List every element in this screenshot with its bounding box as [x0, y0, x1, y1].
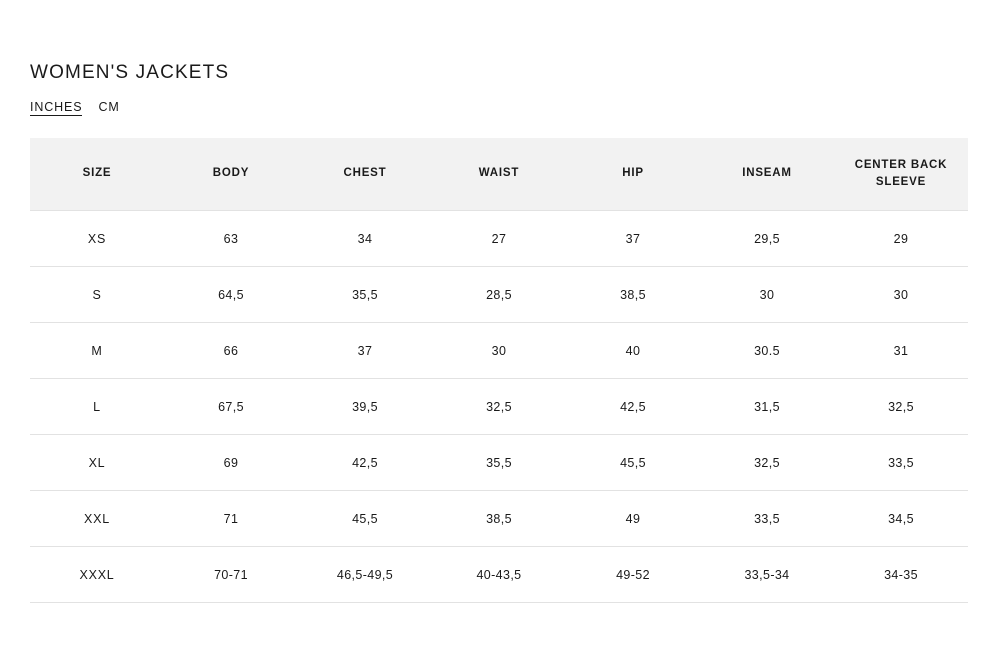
column-header-center-back-sleeve: CENTER BACK SLEEVE — [834, 138, 968, 211]
cell-center-back-sleeve: 33,5 — [834, 435, 968, 491]
cell-waist: 27 — [432, 211, 566, 267]
cell-chest: 42,5 — [298, 435, 432, 491]
cell-inseam: 30 — [700, 267, 834, 323]
cell-center-back-sleeve: 32,5 — [834, 379, 968, 435]
cell-size: XS — [30, 211, 164, 267]
table-row — [30, 267, 968, 323]
cell-inseam: 33,5 — [700, 491, 834, 547]
size-table-head — [30, 138, 968, 211]
cell-body: 69 — [164, 435, 298, 491]
cell-body: 64,5 — [164, 267, 298, 323]
cell-chest: 34 — [298, 211, 432, 267]
cell-center-back-sleeve: 34,5 — [834, 491, 968, 547]
size-table-body — [30, 211, 968, 603]
cell-size: XXXL — [30, 547, 164, 603]
cell-hip: 40 — [566, 323, 700, 379]
cell-waist: 35,5 — [432, 435, 566, 491]
cell-center-back-sleeve: 31 — [834, 323, 968, 379]
table-row — [30, 211, 968, 267]
cell-size: XL — [30, 435, 164, 491]
table-row — [30, 323, 968, 379]
cell-chest: 37 — [298, 323, 432, 379]
cell-chest: 35,5 — [298, 267, 432, 323]
size-table — [30, 138, 968, 603]
cell-center-back-sleeve: 34-35 — [834, 547, 968, 603]
cell-hip: 49-52 — [566, 547, 700, 603]
page-title: WOMEN'S JACKETS — [30, 62, 230, 83]
cell-hip: 42,5 — [566, 379, 700, 435]
table-row — [30, 379, 968, 435]
unit-option-inches[interactable]: INCHES — [30, 100, 83, 114]
cell-hip: 49 — [566, 491, 700, 547]
cell-chest: 46,5-49,5 — [298, 547, 432, 603]
cell-hip: 45,5 — [566, 435, 700, 491]
column-header-size: SIZE — [30, 138, 164, 211]
table-header-row — [30, 138, 968, 211]
table-row — [30, 435, 968, 491]
cell-body: 66 — [164, 323, 298, 379]
cell-body: 67,5 — [164, 379, 298, 435]
cell-inseam: 32,5 — [700, 435, 834, 491]
cell-size: S — [30, 267, 164, 323]
column-header-body: BODY — [164, 138, 298, 211]
cell-size: L — [30, 379, 164, 435]
cell-waist: 28,5 — [432, 267, 566, 323]
cell-hip: 37 — [566, 211, 700, 267]
cell-chest: 39,5 — [298, 379, 432, 435]
cell-inseam: 33,5-34 — [700, 547, 834, 603]
unit-option-cm[interactable]: CM — [98, 100, 120, 114]
column-header-waist: WAIST — [432, 138, 566, 211]
cell-waist: 30 — [432, 323, 566, 379]
cell-body: 63 — [164, 211, 298, 267]
cell-size: XXL — [30, 491, 164, 547]
cell-waist: 32,5 — [432, 379, 566, 435]
cell-center-back-sleeve: 30 — [834, 267, 968, 323]
size-table-wrapper — [30, 138, 968, 603]
cell-waist: 40-43,5 — [432, 547, 566, 603]
cell-inseam: 29,5 — [700, 211, 834, 267]
cell-size: M — [30, 323, 164, 379]
cell-waist: 38,5 — [432, 491, 566, 547]
column-header-hip: HIP — [566, 138, 700, 211]
cell-inseam: 31,5 — [700, 379, 834, 435]
cell-body: 71 — [164, 491, 298, 547]
column-header-inseam: INSEAM — [700, 138, 834, 211]
cell-center-back-sleeve: 29 — [834, 211, 968, 267]
cell-body: 70-71 — [164, 547, 298, 603]
cell-chest: 45,5 — [298, 491, 432, 547]
cell-hip: 38,5 — [566, 267, 700, 323]
table-row — [30, 547, 968, 603]
column-header-chest: CHEST — [298, 138, 432, 211]
cell-inseam: 30.5 — [700, 323, 834, 379]
table-row — [30, 491, 968, 547]
unit-toggle — [30, 100, 136, 116]
